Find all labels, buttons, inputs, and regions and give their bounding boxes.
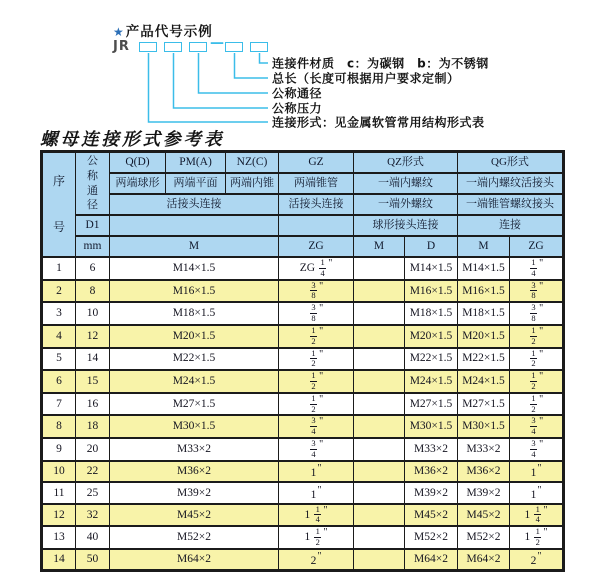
fraction: $\frac{1}{2}$ (531, 392, 536, 414)
fraction: $\frac{1}{2}$ (311, 324, 316, 346)
header-union-span: 活接头连接 (110, 194, 279, 215)
inch-mark: " (539, 416, 544, 428)
table-row (42, 415, 564, 438)
header-seq-text: 序号 (52, 173, 65, 234)
cell-dn: 6 (76, 257, 110, 280)
cell-m: M36×2 (110, 461, 279, 483)
cell-qg-m: M20×1.5 (458, 325, 510, 348)
cell-qz-d: M20×1.5 (405, 325, 458, 348)
cell-qz-d: M16×1.5 (405, 280, 458, 303)
table-row (42, 325, 564, 348)
cell-gz-zg (279, 393, 354, 416)
cell-seq: 2 (42, 280, 76, 303)
header-d1: D1 (76, 215, 110, 236)
cell-qg-m: M64×2 (458, 549, 510, 571)
fraction: $\frac{1}{4}$ (531, 257, 536, 278)
header-qg-m: M (458, 236, 510, 257)
connector-line (199, 53, 269, 93)
header-col-nz: NZ(C) (226, 152, 279, 174)
cell-qg-zg: 1" (510, 461, 564, 483)
inch-mark: " (539, 371, 544, 383)
cell-qg-zg (510, 348, 564, 371)
cell-m: M20×1.5 (110, 325, 279, 348)
cell-seq: 14 (42, 549, 76, 571)
header-dn (76, 152, 110, 216)
cell-m: M64×2 (110, 549, 279, 571)
fraction: $\frac{1}{2}$ (311, 392, 316, 414)
fraction: $\frac{1}{4}$ (320, 257, 325, 278)
fraction: $\frac{3}{4}$ (531, 438, 536, 459)
cell-dn: 50 (76, 549, 110, 571)
header-qz-sub3: 球形接头连接 (354, 215, 458, 236)
fraction: $\frac{3}{4}$ (311, 415, 316, 437)
inch-mark: " (319, 280, 324, 292)
header-pm-sub: 两端平面 (166, 173, 226, 194)
cell-qg-m: M24×1.5 (458, 370, 510, 393)
cell-m: M14×1.5 (110, 257, 279, 280)
cell-qz-d: M27×1.5 (405, 393, 458, 416)
cell-qg-m: M16×1.5 (458, 280, 510, 303)
cell-m: M30×1.5 (110, 415, 279, 438)
cell-qg-zg (510, 257, 564, 280)
cell-dn: 16 (76, 393, 110, 416)
cell-qg-zg (510, 302, 564, 325)
cell-qg-m: M52×2 (458, 526, 510, 549)
inch-mark: " (543, 504, 548, 516)
cell-gz-zg: 1 $\frac{1}{4}$ " (279, 504, 354, 527)
cell-seq: 10 (42, 461, 76, 483)
table-title: 螺母连接形式参考表 (40, 130, 225, 150)
code-label-connection: 连接形式：见金属软管常用结构形式表 (272, 115, 485, 130)
fraction: $\frac{3}{8}$ (311, 302, 316, 324)
fraction: $\frac{3}{4}$ (311, 438, 316, 459)
cell-gz-zg (279, 302, 354, 325)
fraction: $\frac{1}{2}$ (531, 324, 536, 346)
table-row (42, 257, 564, 280)
cell-qg-m: M14×1.5 (458, 257, 510, 280)
table-row (42, 280, 564, 303)
header-q-sub: 两端球形 (110, 173, 166, 194)
inch-mark: " (539, 393, 544, 405)
inch-mark: " (319, 348, 324, 360)
cell-qg-m: M39×2 (458, 482, 510, 504)
table-row (42, 461, 564, 483)
cell-qg-m: M45×2 (458, 504, 510, 527)
cell-m: M39×2 (110, 482, 279, 504)
header-seq (42, 152, 76, 258)
cell-qg-m: M27×1.5 (458, 393, 510, 416)
cell-qz-m (354, 325, 405, 348)
header-empty-cell (279, 215, 354, 236)
cell-seq: 9 (42, 438, 76, 461)
cell-qg-zg (510, 325, 564, 348)
inch-mark: " (537, 484, 542, 496)
inch-mark: " (319, 303, 324, 315)
cell-qz-d: M18×1.5 (405, 302, 458, 325)
cell-dn: 18 (76, 415, 110, 438)
cell-qz-d: M64×2 (405, 549, 458, 571)
cell-dn: 22 (76, 461, 110, 483)
table-row (42, 526, 564, 549)
header-m-span: M (110, 236, 279, 257)
code-label-material: 连接件材质 c：为碳钢 b：为不锈钢 (272, 56, 489, 71)
header-dn-text: 公称通径 (86, 154, 98, 212)
fraction: $\frac{3}{8}$ (531, 302, 536, 324)
cell-qg-zg: 1" (510, 482, 564, 504)
header-qz-m: M (354, 236, 405, 257)
header-qg-zg: ZG (510, 236, 564, 257)
cell-qg-m: M33×2 (458, 438, 510, 461)
connector-line (235, 53, 269, 78)
inch-mark: " (317, 484, 322, 496)
inch-mark: " (539, 280, 544, 292)
fraction: $\frac{1}{2}$ (531, 347, 536, 369)
cell-qz-m (354, 280, 405, 303)
inch-mark: " (539, 348, 544, 360)
cell-qz-m (354, 526, 405, 549)
header-nz-sub: 两端内锥 (226, 173, 279, 194)
cell-seq: 6 (42, 370, 76, 393)
cell-qg-zg (510, 280, 564, 303)
fraction: $\frac{1}{2}$ (311, 347, 316, 369)
cell-gz-zg: 1" (279, 461, 354, 483)
cell-seq: 1 (42, 257, 76, 280)
header-col-gz: GZ (279, 152, 354, 174)
cell-dn: 40 (76, 526, 110, 549)
cell-gz-zg (279, 325, 354, 348)
fraction: $\frac{1}{2}$ (315, 526, 320, 548)
cell-m: M24×1.5 (110, 370, 279, 393)
cell-m: M16×1.5 (110, 280, 279, 303)
table-row (42, 438, 564, 461)
inch-mark: " (539, 439, 544, 450)
cell-gz-zg: 2" (279, 549, 354, 571)
cell-gz-zg: ZG $\frac{1}{4}$ " (279, 257, 354, 280)
fraction: $\frac{1}{2}$ (535, 526, 540, 548)
fraction: $\frac{1}{2}$ (531, 370, 536, 391)
connector-line (174, 53, 269, 108)
header-mm: mm (76, 236, 110, 257)
cell-qz-d: M22×1.5 (405, 348, 458, 371)
inch-mark: " (539, 258, 544, 269)
header-qz-sub2: 一端外螺纹 (354, 194, 458, 215)
cell-qz-d: M45×2 (405, 504, 458, 527)
cell-dn: 14 (76, 348, 110, 371)
cell-qz-d: M30×1.5 (405, 415, 458, 438)
cell-qg-zg: 1 $\frac{1}{2}$ " (510, 526, 564, 549)
code-separator: — (210, 36, 224, 50)
inch-mark: " (323, 527, 328, 539)
header-gz-zg: ZG (279, 236, 354, 257)
cell-seq: 5 (42, 348, 76, 371)
header-col-qz: QZ形式 (354, 152, 458, 174)
table-row (42, 549, 564, 571)
inch-mark: " (537, 551, 542, 563)
cell-gz-zg (279, 348, 354, 371)
cell-qg-zg (510, 438, 564, 461)
cell-qg-zg (510, 393, 564, 416)
cell-m: M52×2 (110, 526, 279, 549)
header-qz-d: D (405, 236, 458, 257)
cell-qz-d: M52×2 (405, 526, 458, 549)
inch-mark: " (543, 527, 548, 539)
header-col-q: Q(D) (110, 152, 166, 174)
header-col-qg: QG形式 (458, 152, 564, 174)
cell-seq: 11 (42, 482, 76, 504)
code-label-length: 总长（长度可根据用户要求定制） (272, 71, 460, 86)
cell-dn: 12 (76, 325, 110, 348)
cell-qg-zg (510, 415, 564, 438)
inch-mark: " (317, 551, 322, 563)
header-qg-sub2: 一端锥管螺纹接头 (458, 194, 564, 215)
cell-qz-d: M36×2 (405, 461, 458, 483)
code-prefix: JR (113, 39, 130, 54)
connector-line (260, 53, 269, 63)
connector-line (149, 53, 269, 122)
cell-dn: 15 (76, 370, 110, 393)
cell-m: M33×2 (110, 438, 279, 461)
header-qz-sub1: 一端内螺纹 (354, 173, 458, 194)
cell-qz-m (354, 549, 405, 571)
header-col-pm: PM(A) (166, 152, 226, 174)
table-row (42, 370, 564, 393)
header-qg-sub1: 一端内螺纹活接头 (458, 173, 564, 194)
cell-seq: 13 (42, 526, 76, 549)
cell-seq: 7 (42, 393, 76, 416)
diagram-heading-text: 产品代号示例 (125, 24, 213, 40)
table-row (42, 302, 564, 325)
inch-mark: " (319, 393, 324, 405)
fraction: $\frac{3}{4}$ (531, 415, 536, 437)
cell-qz-m (354, 438, 405, 461)
cell-gz-zg: 1" (279, 482, 354, 504)
inch-mark: " (319, 439, 324, 450)
inch-mark: " (328, 258, 333, 269)
cell-qg-m: M30×1.5 (458, 415, 510, 438)
cell-dn: 8 (76, 280, 110, 303)
header-empty-cell (110, 215, 279, 236)
cell-qg-m: M36×2 (458, 461, 510, 483)
cell-seq: 3 (42, 302, 76, 325)
cell-qz-m (354, 257, 405, 280)
cell-m: M22×1.5 (110, 348, 279, 371)
inch-mark: " (319, 371, 324, 383)
cell-m: M27×1.5 (110, 393, 279, 416)
cell-qz-d: M24×1.5 (405, 370, 458, 393)
cell-gz-zg (279, 415, 354, 438)
cell-m: M18×1.5 (110, 302, 279, 325)
inch-mark: " (323, 504, 328, 516)
cell-qz-m (354, 302, 405, 325)
cell-qz-m (354, 461, 405, 483)
cell-qg-m: M22×1.5 (458, 348, 510, 371)
nut-connection-table (40, 150, 565, 572)
cell-qz-m (354, 393, 405, 416)
cell-qg-zg: 2" (510, 549, 564, 571)
table-row (42, 393, 564, 416)
cell-gz-zg: 1 $\frac{1}{2}$ " (279, 526, 354, 549)
cell-qz-m (354, 504, 405, 527)
cell-qg-m: M18×1.5 (458, 302, 510, 325)
cell-dn: 32 (76, 504, 110, 527)
header-gz-sub: 两端锥管 (279, 173, 354, 194)
star-icon: ★ (113, 25, 125, 39)
cell-dn: 20 (76, 438, 110, 461)
header-qg-sub3: 连接 (458, 215, 564, 236)
cell-gz-zg (279, 370, 354, 393)
cell-seq: 12 (42, 504, 76, 527)
inch-mark: " (539, 325, 544, 337)
code-label-diameter: 公称通径 (272, 86, 323, 101)
inch-mark: " (537, 463, 542, 475)
cell-m: M45×2 (110, 504, 279, 527)
cell-gz-zg (279, 280, 354, 303)
cell-seq: 8 (42, 415, 76, 438)
table-row (42, 482, 564, 504)
cell-dn: 25 (76, 482, 110, 504)
cell-qz-m (354, 370, 405, 393)
table-header (42, 152, 564, 258)
cell-gz-zg (279, 438, 354, 461)
code-label-pressure: 公称压力 (272, 101, 323, 116)
header-gz-union: 活接头连接 (279, 194, 354, 215)
fraction: $\frac{1}{4}$ (535, 503, 540, 525)
cell-qz-m (354, 482, 405, 504)
inch-mark: " (319, 325, 324, 337)
cell-qg-zg (510, 370, 564, 393)
inch-mark: " (317, 463, 322, 475)
fraction: $\frac{1}{4}$ (315, 503, 320, 525)
cell-qz-d: M33×2 (405, 438, 458, 461)
fraction: $\frac{3}{8}$ (311, 279, 316, 301)
fraction: $\frac{3}{8}$ (531, 279, 536, 301)
cell-qz-m (354, 348, 405, 371)
inch-mark: " (539, 303, 544, 315)
cell-qz-m (354, 415, 405, 438)
table-body (42, 257, 564, 571)
cell-qz-d: M14×1.5 (405, 257, 458, 280)
table-row (42, 504, 564, 527)
table-row (42, 348, 564, 371)
cell-dn: 10 (76, 302, 110, 325)
cell-qz-d: M39×2 (405, 482, 458, 504)
inch-mark: " (319, 416, 324, 428)
fraction: $\frac{1}{2}$ (311, 370, 316, 391)
cell-qg-zg: 1 $\frac{1}{4}$ " (510, 504, 564, 527)
cell-seq: 4 (42, 325, 76, 348)
